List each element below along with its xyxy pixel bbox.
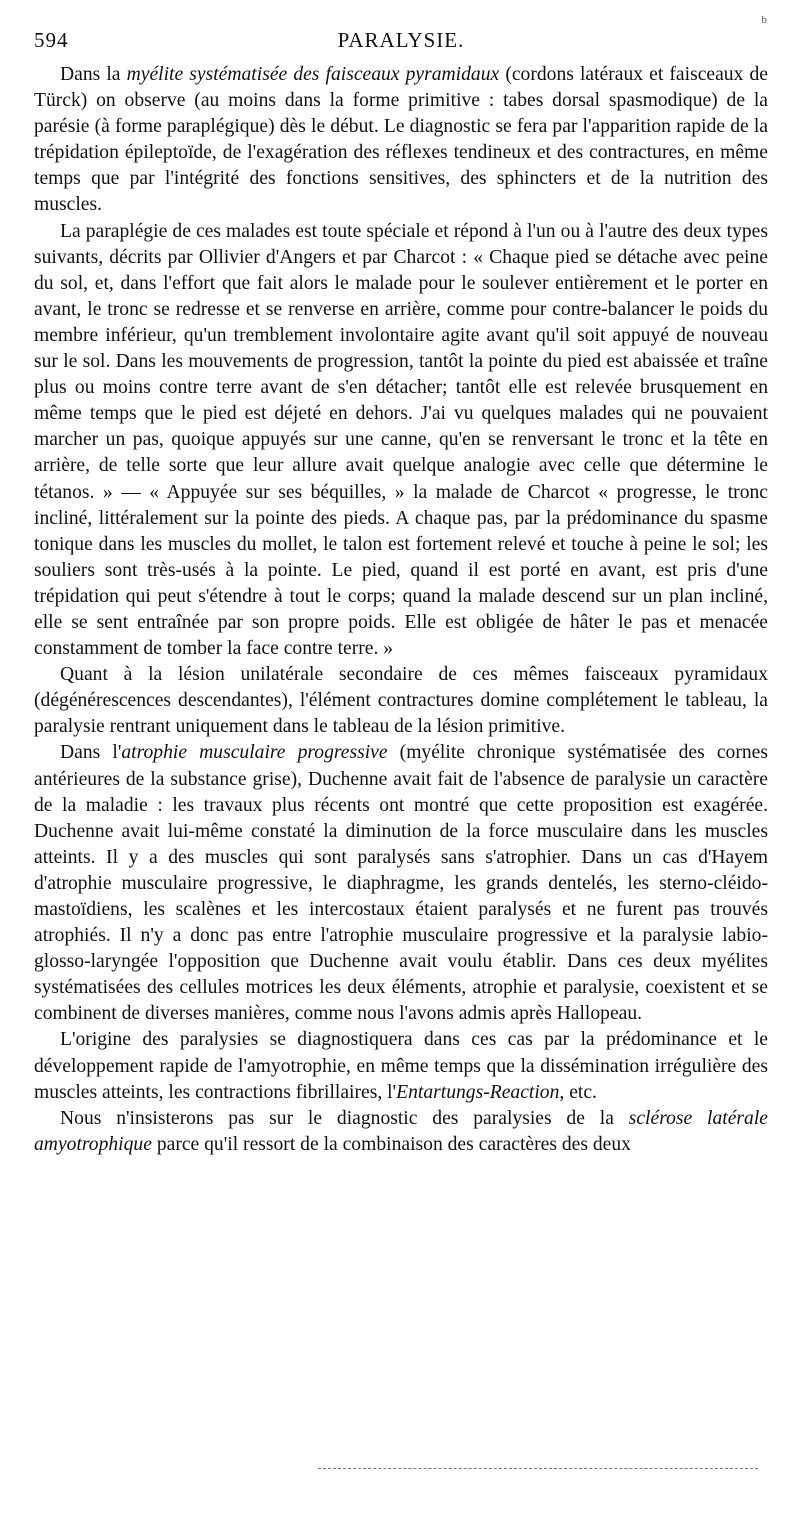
paragraph-myelite [34,62,768,219]
paragraph-atrophie [34,740,768,1027]
paragraph-text: Dans l' [60,742,122,764]
paragraph-paraplegie: La paraplégie de ces malades est toute spéciale et répond à l'un ou à l'autre des deux types suivants, décrits par Ollivier d'Angers et par Charcot : « Chaque pied se détache avec peine du sol, et, dans l'effort que fait alors le malade pour le soulever entièrement et le porter en avant, le tronc se redresse et se renverse en arrière, comme pour contre-balancer le poids du membre inférieur, qu'un tremblement involontaire agite avant qu'il soit appuyé de nouveau sur le sol. Dans les mouvements de progression, tantôt la pointe du pied est abaissée et traîne plus ou moins contre terre avant de s'en détacher; tantôt elle est relevée brusquement en même temps que le pied est déjeté en dehors. J'ai vu quelques malades qui ne pouvaient marcher un pas, quoique appuyés sur une canne, qu'en se renversant le tronc et la tête en arrière, de telle sorte que leur allure avait quelque analogie avec celle que détermine le tétanos. » — « Appuyée sur ses béquilles, » la malade de Charcot « progresse, le tronc incliné, littéralement sur la pointe des pieds. A chaque pas, par la prédominance du spasme tonique dans les muscles du mollet, le talon est fortement relevé et touche à peine le sol; les souliers sont très-usés à la pointe. Le pied, quand il est porté en avant, est pris d'une trépidation qui peut s'étendre à tout le corps; quand la malade descend sur un plan incliné, elle se sent entraînée par son propre poids. Elle est obligée de hâter le pas et menacée constamment de tomber la face contre terre. » [34,220,768,660]
paragraph-text: parce qu'il ressort de la combinaison des caractères des deux [151,1133,631,1155]
footer-divider [318,1468,758,1469]
paragraph-text: (myélite chronique systématisée des cornes antérieures de la substance grise), Duchenne avait fait de l'absence de paralysie un caractère de la maladie : les travaux plus récents ont montré que cette proposition est exagérée. Duchenne avait lui-même constaté la diminution de la force musculaire dans les muscles atteints. Il y a des muscles qui sont paralysés sans s'atrophier. Dans un cas d'Hayem d'atrophie musculaire progressive, le diaphragme, les grands dentelés, les sterno-cléido-mastoïdiens, les scalènes et les intercostaux étaient paralysés et ne furent pas trouvés atrophiés. Il n'y a donc pas entre l'atrophie musculaire progressive et la paralysie labio-glosso-laryngée l'opposition que Duchenne avait voulu établir. Dans ces deux myélites systématisées des cellules motrices les deux éléments, atrophie et paralysie, coexistent et se combinent de diverses manières, comme nous l'avons admis après Hallopeau. [34,742,768,1025]
body-text [34,62,768,1158]
paragraph-origine [34,1027,768,1105]
italic-term: atrophie musculaire progressive [121,742,388,764]
paragraph-text: Dans la [60,64,127,85]
italic-term: Entartungs-Reaction [396,1081,560,1103]
paragraph-text: Nous n'insisterons pas sur le diagnostic des paralysies de la [60,1107,629,1129]
paragraph-lesion-unilaterale: Quant à la lésion unilatérale secondaire de ces mêmes faisceaux pyramidaux (dégénérescences descendantes), l'élément contractures domine complétement le tableau, la paralysie rentrant uniquement dans le tableau de la lésion primitive. [34,664,768,738]
italic-term: sclérose latérale amyotrophique [34,1107,768,1155]
running-header [34,14,768,58]
page-number: 594 [34,28,69,52]
paragraph-text: L'origine des paralysies se diagnostiquera dans ces cas par la prédominance et le développement rapide de l'amyotrophie, en même temps que la dissémination irrégulière des muscles atteints, les contractions fibrillaires, l' [34,1029,768,1103]
paragraph-text: (cordons latéraux et faisceaux de Türck) on observe (au moins dans la forme primitive : tabes dorsal spasmodique) de la parésie (à forme paraplégique) dès le début. Le diagnostic se fera par l'apparition rapide de la trépidation épileptoïde, de l'exagération des réflexes tendineux et des contractures, en même temps que par l'intégrité des fonctions sensitives, des sphincters et de la nutrition des muscles. [34,64,768,216]
page-title: PARALYSIE. [337,28,465,52]
paragraph-text: , etc. [559,1081,597,1103]
italic-term: myélite systématisée des faisceaux pyramidaux [126,64,500,85]
corner-mark: b [761,14,768,26]
paragraph-sclerose [34,1106,768,1158]
